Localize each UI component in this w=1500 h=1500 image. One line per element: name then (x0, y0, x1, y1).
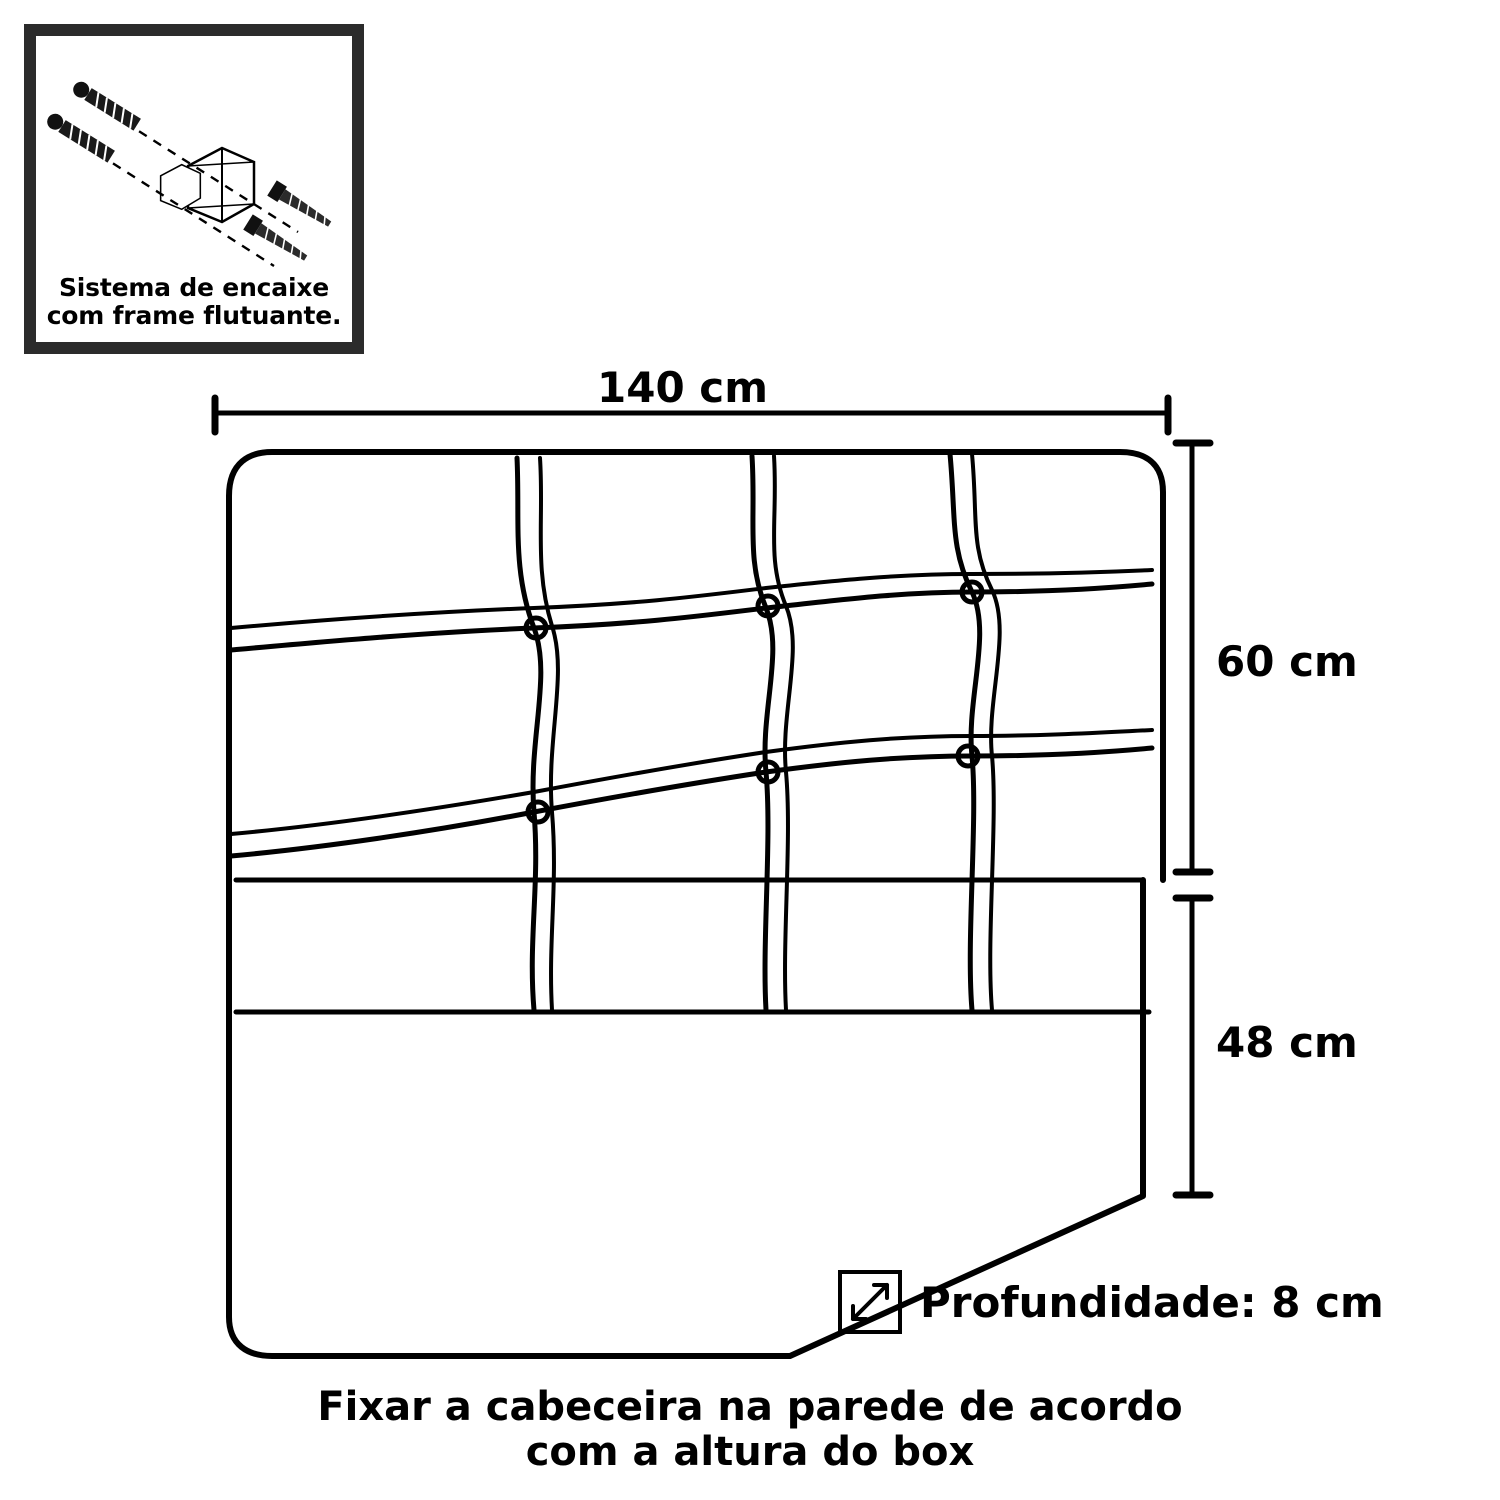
height-top-label: 60 cm (1216, 637, 1358, 686)
height-dimension-lines (1176, 443, 1210, 1195)
inset-caption-line1: Sistema de encaixe (58, 273, 330, 302)
height-bottom-label: 48 cm (1216, 1018, 1358, 1067)
bottom-note-line1: Fixar a cabeceira na parede de acordo (317, 1384, 1183, 1430)
inset-caption-line2: com frame flutuante. (46, 301, 342, 330)
depth-group (838, 1270, 1384, 1334)
bottom-note (0, 1385, 1500, 1475)
width-label: 140 cm (597, 363, 768, 412)
diagonal-arrow-icon (838, 1270, 902, 1334)
tufting-buttons (526, 582, 982, 822)
depth-label: Profundidade: 8 cm (920, 1277, 1384, 1327)
bottom-note-line2: com a altura do box (525, 1428, 975, 1475)
